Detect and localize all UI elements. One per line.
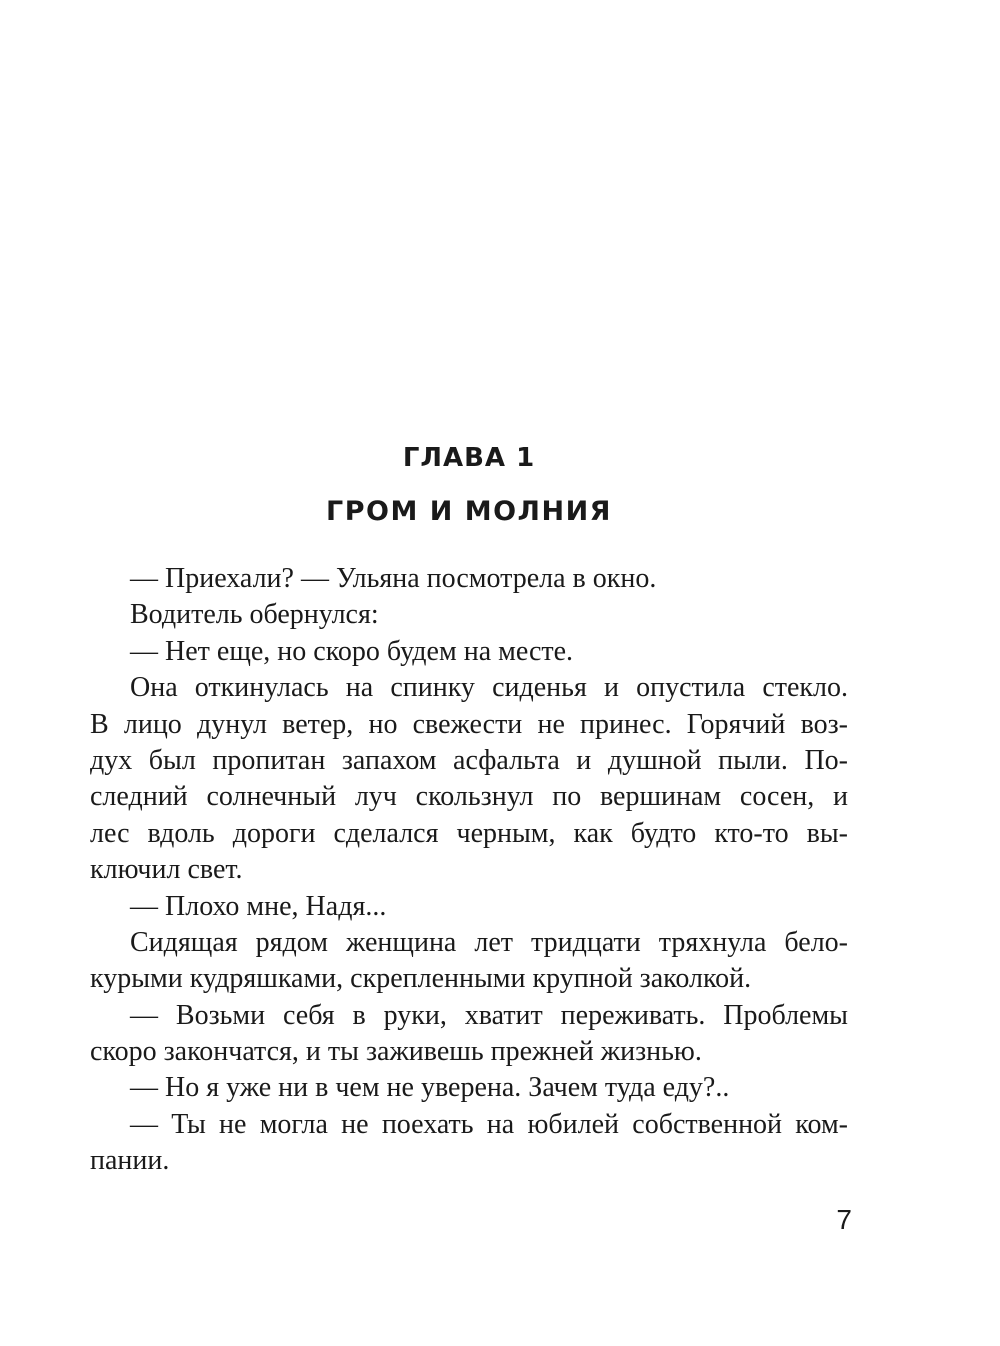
text-line: — Но я уже ни в чем не уверена. Зачем туда еду?..: [130, 1072, 730, 1104]
text-line: — Ты не могла не поехать на юбилей собственной ком-: [130, 1108, 848, 1140]
text-line: — Приехали? — Ульяна посмотрела в окно.: [130, 563, 657, 594]
text-line: пании.: [90, 1145, 170, 1177]
text-line: Она откинулась на спинку сиденья и опустила стекло.: [130, 672, 848, 704]
body-text: [90, 561, 848, 1180]
text-line: следний солнечный луч скользнул по вершинам сосен, и: [90, 781, 848, 813]
text-line: — Плохо мне, Надя...: [130, 890, 387, 922]
chapter-title: ГРОМ И МОЛНИЯ: [326, 496, 612, 527]
chapter-number: ГЛАВА 1: [402, 443, 536, 473]
text-line: Сидящая рядом женщина лет тридцати тряхнула бело-: [130, 926, 848, 958]
text-line: лес вдоль дороги сделался черным, как будто кто-то вы-: [90, 817, 848, 849]
text-line: скоро закончатся, и ты заживешь прежней жизнью.: [90, 1036, 702, 1068]
text-line: Водитель обернулся:: [130, 599, 379, 631]
text-line: дух был пропитан запахом асфальта и душной пыли. По-: [90, 744, 848, 776]
text-line: В лицо дунул ветер, но свежести не принес. Горячий воз-: [90, 708, 848, 740]
page-number: 7: [836, 1204, 852, 1235]
text-line: ключил свет.: [90, 854, 243, 886]
text-line: курыми кудряшками, скрепленными крупной заколкой.: [90, 963, 752, 995]
text-line: — Нет еще, но скоро будем на месте.: [130, 635, 574, 667]
text-line: — Возьми себя в руки, хватит переживать. Проблемы: [130, 999, 848, 1031]
